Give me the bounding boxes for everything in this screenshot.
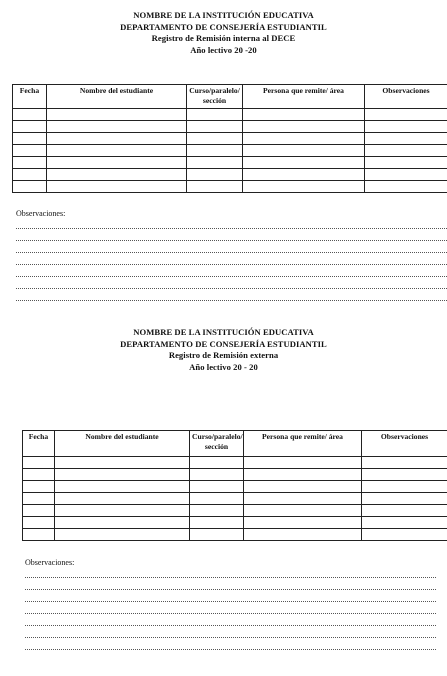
cell[interactable] <box>365 145 447 157</box>
col-header-observations: Observaciones <box>362 431 447 457</box>
cell[interactable] <box>190 505 244 517</box>
cell[interactable] <box>362 493 447 505</box>
cell[interactable] <box>365 181 447 193</box>
external-table-body <box>23 457 447 541</box>
cell[interactable] <box>55 493 190 505</box>
cell[interactable] <box>187 181 243 193</box>
cell[interactable] <box>244 529 362 541</box>
cell[interactable] <box>13 181 47 193</box>
cell[interactable] <box>187 133 243 145</box>
observation-line <box>25 577 436 578</box>
cell[interactable] <box>362 517 447 529</box>
cell[interactable] <box>244 493 362 505</box>
cell[interactable] <box>47 121 187 133</box>
cell[interactable] <box>55 481 190 493</box>
cell[interactable] <box>23 469 55 481</box>
cell[interactable] <box>190 529 244 541</box>
department-name: DEPARTAMENTO DE CONSEJERÍA ESTUDIANTIL <box>120 338 327 349</box>
col-header-date: Fecha <box>23 431 55 457</box>
observation-line <box>16 252 447 253</box>
cell[interactable] <box>244 505 362 517</box>
cell[interactable] <box>23 505 55 517</box>
cell[interactable] <box>365 157 447 169</box>
table-header-row <box>13 85 447 109</box>
cell[interactable] <box>190 457 244 469</box>
cell[interactable] <box>13 133 47 145</box>
cell[interactable] <box>243 133 365 145</box>
cell[interactable] <box>47 157 187 169</box>
col-header-referrer: Persona que remite/ área <box>244 431 362 457</box>
cell[interactable] <box>362 505 447 517</box>
cell[interactable] <box>243 145 365 157</box>
cell[interactable] <box>13 145 47 157</box>
observation-line <box>25 625 436 626</box>
table-row <box>13 121 447 133</box>
cell[interactable] <box>47 145 187 157</box>
cell[interactable] <box>187 109 243 121</box>
internal-referral-table <box>12 84 447 193</box>
institution-name: NOMBRE DE LA INSTITUCIÓN EDUCATIVA <box>133 10 314 20</box>
observation-line <box>25 613 436 614</box>
cell[interactable] <box>187 169 243 181</box>
col-header-course: Curso/paralelo/ sección <box>190 431 244 457</box>
table-row <box>13 133 447 145</box>
cell[interactable] <box>47 133 187 145</box>
cell[interactable] <box>23 457 55 469</box>
col-header-observations: Observaciones <box>365 85 447 109</box>
cell[interactable] <box>244 457 362 469</box>
cell[interactable] <box>243 121 365 133</box>
cell[interactable] <box>55 457 190 469</box>
internal-table-body <box>13 109 447 193</box>
cell[interactable] <box>47 169 187 181</box>
table-row <box>23 469 447 481</box>
table-row <box>13 157 447 169</box>
cell[interactable] <box>362 469 447 481</box>
col-header-course: Curso/paralelo/ sección <box>187 85 243 109</box>
cell[interactable] <box>55 529 190 541</box>
cell[interactable] <box>55 505 190 517</box>
cell[interactable] <box>47 109 187 121</box>
cell[interactable] <box>243 181 365 193</box>
cell[interactable] <box>23 529 55 541</box>
table-row <box>13 181 447 193</box>
cell[interactable] <box>13 169 47 181</box>
cell[interactable] <box>13 121 47 133</box>
external-referral-table <box>22 430 447 541</box>
cell[interactable] <box>55 517 190 529</box>
observation-line <box>16 300 447 301</box>
table-row <box>13 169 447 181</box>
cell[interactable] <box>190 517 244 529</box>
observation-line <box>25 649 436 650</box>
col-header-student-name: Nombre del estudiante <box>55 431 190 457</box>
cell[interactable] <box>365 169 447 181</box>
observation-line <box>25 637 436 638</box>
cell[interactable] <box>362 457 447 469</box>
cell[interactable] <box>365 133 447 145</box>
register-title: Registro de Remisión interna al DECE <box>151 33 296 43</box>
cell[interactable] <box>13 109 47 121</box>
school-year: Año lectivo 20 - 20 <box>189 361 258 372</box>
table-row <box>23 505 447 517</box>
cell[interactable] <box>190 493 244 505</box>
cell[interactable] <box>365 109 447 121</box>
cell[interactable] <box>47 181 187 193</box>
cell[interactable] <box>243 157 365 169</box>
observation-line <box>16 264 447 265</box>
cell[interactable] <box>243 109 365 121</box>
cell[interactable] <box>365 121 447 133</box>
table-row <box>23 457 447 469</box>
table-row <box>23 493 447 505</box>
table-header-row <box>23 431 447 457</box>
cell[interactable] <box>187 157 243 169</box>
observation-line <box>16 228 447 229</box>
table-row <box>23 481 447 493</box>
observation-line <box>16 240 447 241</box>
cell[interactable] <box>244 481 362 493</box>
internal-header <box>0 10 447 56</box>
cell[interactable] <box>55 469 190 481</box>
table-row <box>23 529 447 541</box>
cell[interactable] <box>244 469 362 481</box>
cell[interactable] <box>362 529 447 541</box>
cell[interactable] <box>190 481 244 493</box>
observation-line <box>25 589 436 590</box>
observations-label: Observaciones: <box>16 209 66 218</box>
cell[interactable] <box>362 481 447 493</box>
cell[interactable] <box>23 517 55 529</box>
table-row <box>23 517 447 529</box>
external-header <box>0 327 447 373</box>
register-title: Registro de Remisión externa <box>168 350 279 360</box>
cell[interactable] <box>187 121 243 133</box>
col-header-date: Fecha <box>13 85 47 109</box>
col-header-referrer: Persona que remite/ área <box>243 85 365 109</box>
cell[interactable] <box>23 493 55 505</box>
observation-line <box>16 276 447 277</box>
department-name: DEPARTAMENTO DE CONSEJERÍA ESTUDIANTIL <box>120 21 327 32</box>
cell[interactable] <box>243 169 365 181</box>
institution-name: NOMBRE DE LA INSTITUCIÓN EDUCATIVA <box>133 327 314 337</box>
col-header-student-name: Nombre del estudiante <box>47 85 187 109</box>
school-year: Año lectivo 20 -20 <box>190 44 257 55</box>
observation-line <box>16 288 447 289</box>
cell[interactable] <box>187 145 243 157</box>
table-row <box>13 109 447 121</box>
cell[interactable] <box>13 157 47 169</box>
cell[interactable] <box>244 517 362 529</box>
cell[interactable] <box>190 469 244 481</box>
table-row <box>13 145 447 157</box>
cell[interactable] <box>23 481 55 493</box>
observation-line <box>25 601 436 602</box>
observations-label: Observaciones: <box>25 558 75 567</box>
